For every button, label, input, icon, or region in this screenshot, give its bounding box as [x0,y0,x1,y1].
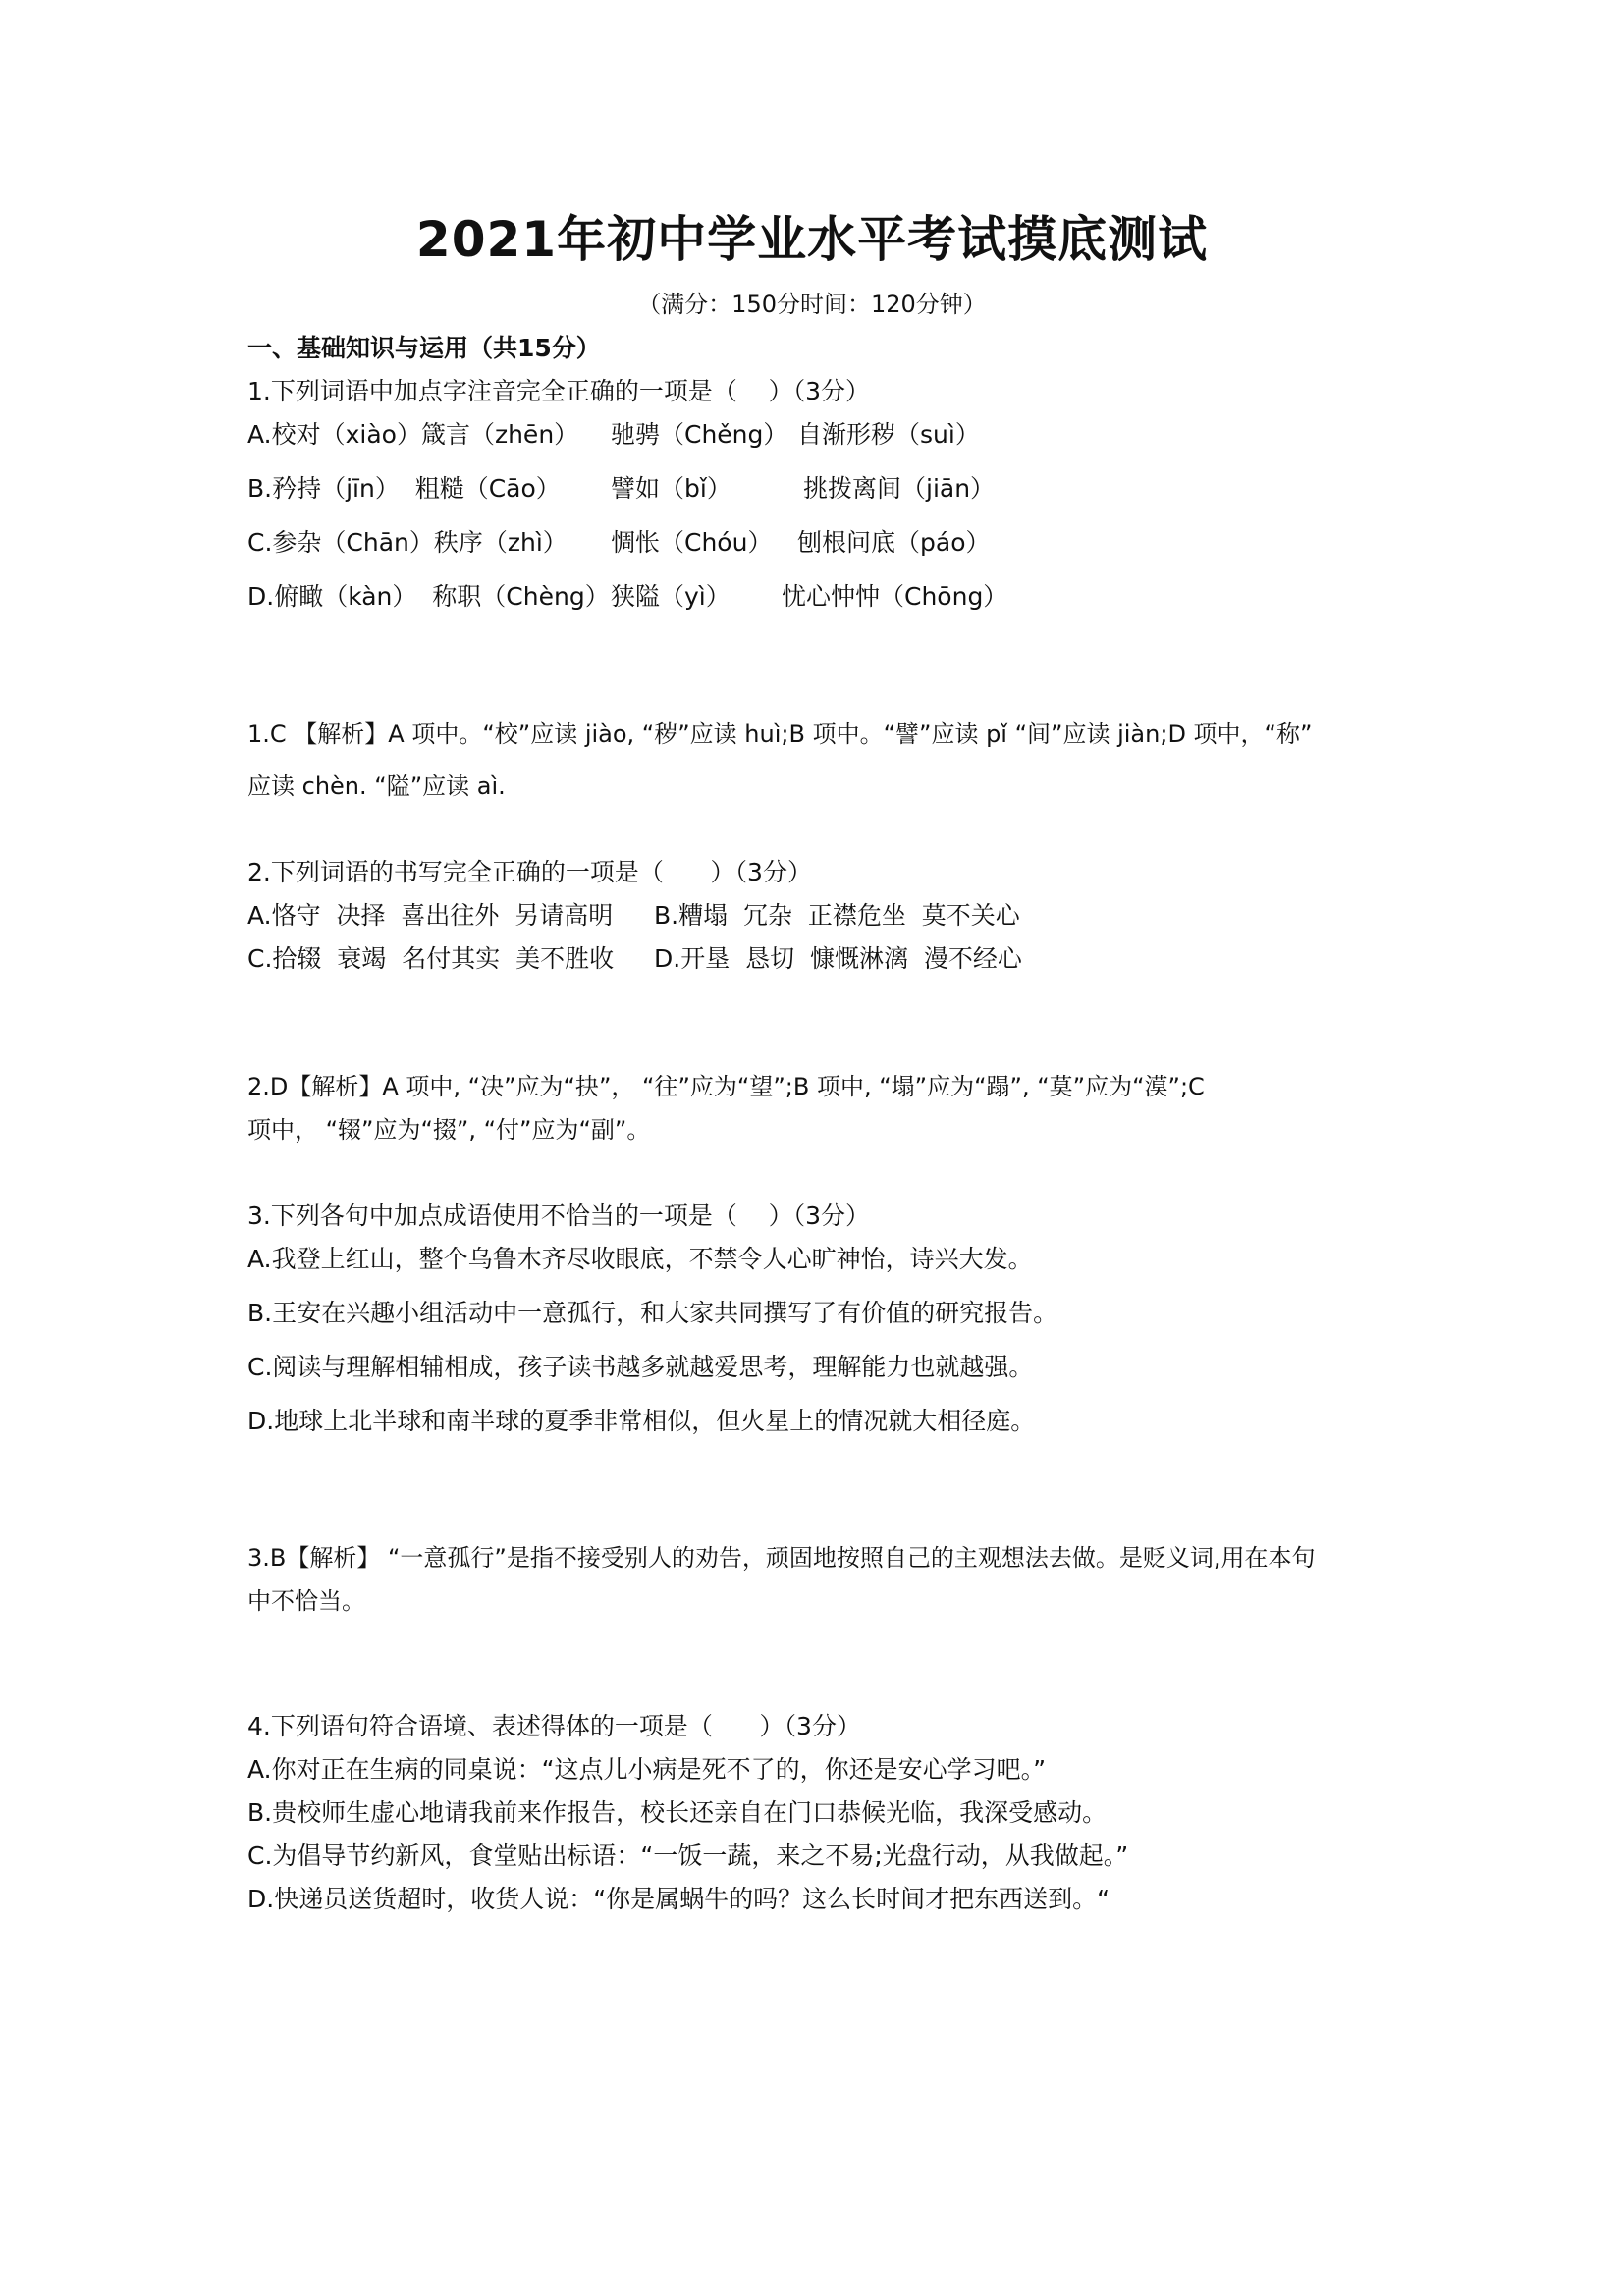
q4-option-b: B.贵校师生虚心地请我前来作报告，校长还亲自在门口恭候光临，我深受感动。 [247,1798,1108,1827]
q1-option-a-part2: 驰骋（Chěng） [611,420,788,449]
q2-option-d: D.开垦 恳切 慷慨淋漓 漫不经心 [654,944,1022,973]
q1-option-b-part1: B.矜持（jīn） 粗糙（Cāo） [247,474,561,503]
q2-option-c: C.拾辍 衰竭 名付其实 美不胜收 [247,944,615,973]
q4-option-c: C.为倡导节约新风，食堂贴出标语：“一饭一蔬，来之不易;光盘行动，从我做起。” [247,1842,1129,1870]
q3-option-b: B.王安在兴趣小组活动中一意孤行，和大家共同撰写了有价值的研究报告。 [247,1299,1058,1327]
q4-option-a: A.你对正在生病的同桌说：“这点儿小病是死不了的，你还是安心学习吧。” [247,1755,1047,1784]
q3-option-c: C.阅读与理解相辅相成，孩子读书越多就越爱思考，理解能力也就越强。 [247,1353,1034,1381]
q1-answer-line2: 应读 chèn. “隘”应读 aì. [247,773,506,800]
q4-option-d: D.快递员送货超时，收货人说：“你是属蜗牛的吗？这么长时间才把东西送到。“ [247,1885,1110,1913]
q2-option-a: A.恪守 决择 喜出往外 另请高明 [247,901,614,930]
q3-stem: 3.下列各句中加点成语使用不恰当的一项是（ ）（3分） [247,1201,871,1230]
q1-option-c-part2: 惆怅（Chóu） [611,528,773,557]
q3-option-d: D.地球上北半球和南半球的夏季非常相似，但火星上的情况就大相径庭。 [247,1407,1036,1435]
q1-option-d-part1: D.俯瞰（kàn） 称职（Chèng） [247,582,610,611]
q2-answer-line1: 2.D【解析】A 项中, “决”应为“抉”， “往”应为“望”;B 项中, “塌”应为“蹋”, “莫”应为“漠”;C [247,1073,1205,1100]
q3-answer-line1: 3.B【解析】 “一意孤行”是指不接受别人的劝告，顽固地按照自己的主观想法去做。是贬义词,用在本句 [247,1544,1316,1572]
q3-option-a: A.我登上红山，整个乌鲁木齐尽收眼底，不禁令人心旷神怡，诗兴大发。 [247,1245,1033,1273]
q1-option-d-part3: 忧心忡忡（Chōng） [782,582,1008,611]
q1-option-d-part2: 狭隘（yì） [611,582,731,611]
page-title: 2021年初中学业水平考试摸底测试 [415,211,1209,268]
q1-option-b-part3: 挑拨离间（jiān） [803,474,996,503]
q1-option-a-part3: 自渐形秽（suì） [797,420,980,449]
q2-option-b: B.糟塌 冗杂 正襟危坐 莫不关心 [654,901,1020,930]
q1-stem: 1.下列词语中加点字注音完全正确的一项是（ ）（3分） [247,377,871,405]
q1-option-c-part3: 刨根问底（páo） [797,528,991,557]
q1-option-c-part1: C.参杂（Chān）秩序（zhì） [247,528,568,557]
exam-info: （满分：150分时间：120分钟） [637,291,987,318]
q2-answer-line2: 项中， “辍”应为“掇”, “付”应为“副”。 [247,1116,651,1144]
q4-stem: 4.下列语句符合语境、表述得体的一项是（ ）（3分） [247,1712,861,1740]
q1-option-a-part1: A.校对（xiào）箴言（zhēn） [247,420,579,449]
q1-answer-line1: 1.C 【解析】A 项中。“校”应读 jiào, “秽”应读 huì;B 项中。“譬”应读 pǐ “间”应读 jiàn;D 项中，“称” [247,721,1313,748]
q3-answer-line2: 中不恰当。 [247,1587,365,1615]
q1-option-b-part2: 譬如（bǐ） [611,474,731,503]
section-heading: 一、基础知识与运用（共15分） [247,334,601,362]
q2-stem: 2.下列词语的书写完全正确的一项是（ ）（3分） [247,858,812,886]
